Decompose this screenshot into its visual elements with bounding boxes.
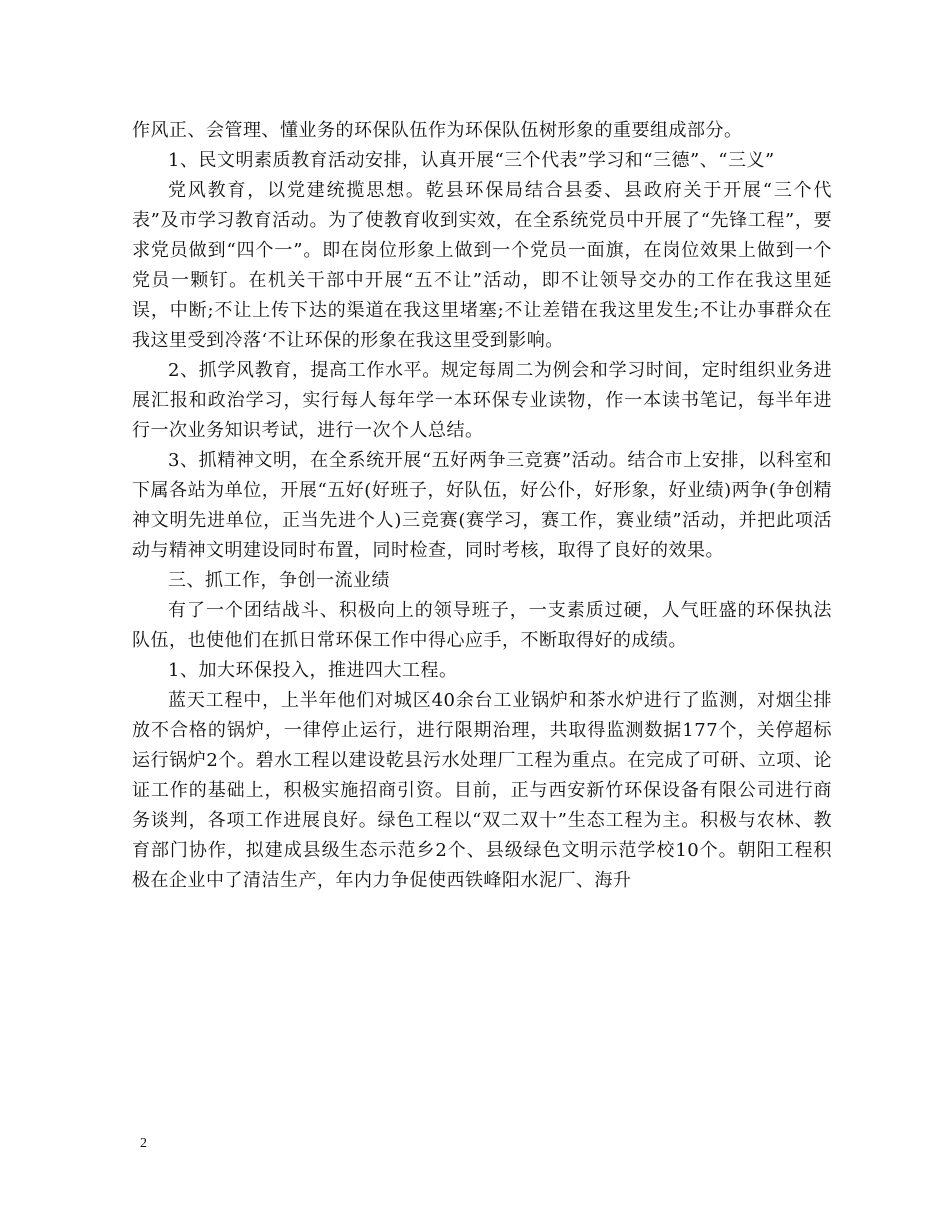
document-body (132, 116, 832, 896)
paragraph-intro-continuation: 作风正、会管理、懂业务的环保队伍作为环保队伍树形象的重要组成部分。 (132, 120, 743, 141)
paragraph-party-education: 党风教育，以党建统揽思想。乾县环保局结合县委、县政府关于开展“三个代表”及市学习教育活动。为了使教育收到实效，在全系统党员中开展了“先锋工程”，要求党员做到“四个一”。即在岗位形象上做到一个党员一面旗，在岗位效果上做到一个党员一颗钉。在机关干部中开展“五不让”活动，即不让领导交办的工作在我这里延误，中断;不让上传下达的渠道在我这里堵塞;不让差错在我这里发生;不让办事群众在我这里受到冷落‘不让环保的形象在我这里受到影响。 (132, 180, 832, 351)
paragraph-item-1-heading: 1、民文明素质教育活动安排，认真开展“三个代表”学习和“三德”、“三义” (168, 150, 775, 171)
paragraph-item-3-civilization: 3、抓精神文明，在全系统开展“五好两争三竞赛”活动。结合市上安排，以科室和下属各站为单位，开展“五好(好班子，好队伍，好公仆，好形象，好业绩)两争(争创精神文明先进单位，正当先进个人)三竞赛(赛学习，赛工作，赛业绩”活动，并把此项活动与精神文明建设同时布置，同时检查，同时考核，取得了良好的效果。 (132, 450, 832, 561)
paragraph-item-1-investment: 1、加大环保投入，推进四大工程。 (168, 660, 458, 681)
paragraph-team-summary: 有了一个团结战斗、积极向上的领导班子，一支素质过硬，人气旺盛的环保执法队伍，也使他们在抓日常环保工作中得心应手，不断取得好的成绩。 (132, 600, 832, 651)
paragraph-four-projects: 蓝天工程中，上半年他们对城区40余台工业锅炉和茶水炉进行了监测，对烟尘排放不合格的锅炉，一律停止运行，进行限期治理，共取得监测数据177个，关停超标运行锅炉2个。碧水工程以建设乾县污水处理厂工程为重点。在完成了可研、立项、论证工作的基础上，积极实施招商引资。目前，正与西安新竹环保设备有限公司进行商务谈判，各项工作进展良好。绿色工程以“双二双十”生态工程为主。积极与农林、教育部门协作，拟建成县级生态示范乡2个、县级绿色文明示范学校10个。朝阳工程积极在企业中了清洁生产，年内力争促使西铁峰阳水泥厂、海升 (132, 690, 832, 891)
paragraph-item-2-study: 2、抓学风教育，提高工作水平。规定每周二为例会和学习时间，定时组织业务进展汇报和政治学习，实行每人每年学一本环保专业读物，作一本读书笔记，每半年进行一次业务知识考试，进行一次个人总结。 (132, 360, 832, 441)
section-heading-3: 三、抓工作，争创一流业绩 (168, 570, 390, 591)
page-number: 2 (140, 1136, 147, 1151)
